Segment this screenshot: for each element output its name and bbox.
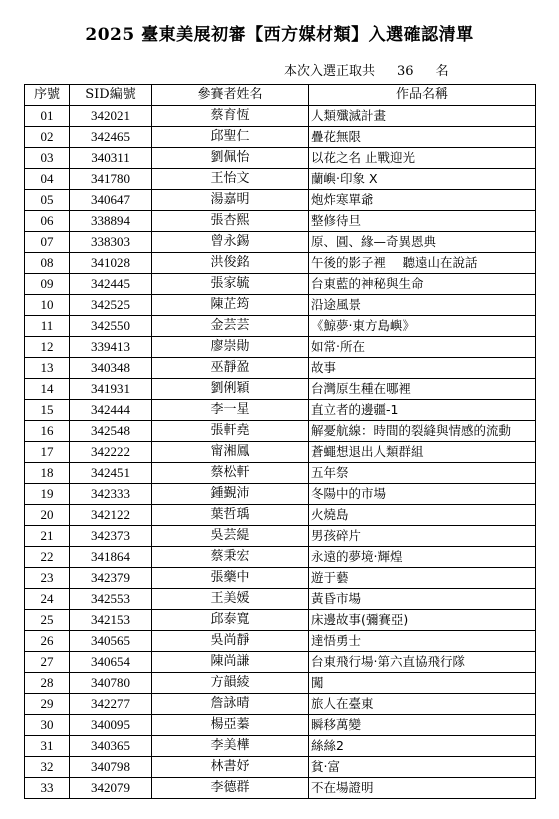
row-participant-name: 洪俊銘 <box>152 253 309 274</box>
row-number: 21 <box>25 526 70 547</box>
page-title: 2025 臺東美展初審【西方媒材類】入選確認清單 <box>85 25 474 45</box>
row-number: 13 <box>25 358 70 379</box>
table-row <box>25 526 536 547</box>
row-work-title: 原、圓、緣—奇異恩典 <box>309 232 536 253</box>
row-participant-name: 張家毓 <box>152 274 309 295</box>
table-row <box>25 232 536 253</box>
row-sid: 342153 <box>70 610 152 631</box>
row-work-title: 瞬移萬變 <box>309 715 536 736</box>
row-number: 08 <box>25 253 70 274</box>
row-work-title: 遊于藝 <box>309 568 536 589</box>
row-participant-name: 劉佩怡 <box>152 148 309 169</box>
row-work-title: 達悟勇士 <box>309 631 536 652</box>
row-work-title: 闖 <box>309 673 536 694</box>
row-number: 26 <box>25 631 70 652</box>
row-number: 27 <box>25 652 70 673</box>
summary-label: 本次入選正取共 <box>284 64 376 79</box>
row-sid: 338894 <box>70 211 152 232</box>
row-sid: 339413 <box>70 337 152 358</box>
table-row <box>25 610 536 631</box>
row-sid: 342379 <box>70 568 152 589</box>
table-row <box>25 253 536 274</box>
row-sid: 342451 <box>70 463 152 484</box>
table-row <box>25 736 536 757</box>
row-participant-name: 蔡秉宏 <box>152 547 309 568</box>
row-participant-name: 蔡育恆 <box>152 106 309 127</box>
row-participant-name: 甯湘鳳 <box>152 442 309 463</box>
row-sid: 342445 <box>70 274 152 295</box>
row-participant-name: 陳尚謙 <box>152 652 309 673</box>
row-sid: 340780 <box>70 673 152 694</box>
row-number: 18 <box>25 463 70 484</box>
row-number: 33 <box>25 778 70 799</box>
table-row <box>25 421 536 442</box>
row-sid: 342122 <box>70 505 152 526</box>
table-row <box>25 316 536 337</box>
row-work-title: 旅人在臺東 <box>309 694 536 715</box>
table-row <box>25 715 536 736</box>
row-sid: 340365 <box>70 736 152 757</box>
row-number: 17 <box>25 442 70 463</box>
row-number: 02 <box>25 127 70 148</box>
table-row <box>25 778 536 799</box>
row-work-title: 解憂航線：時間的裂縫與情感的流動 <box>309 421 536 442</box>
row-sid: 342525 <box>70 295 152 316</box>
row-number: 22 <box>25 547 70 568</box>
table-row <box>25 400 536 421</box>
row-sid: 342548 <box>70 421 152 442</box>
row-participant-name: 蔡松軒 <box>152 463 309 484</box>
header-participant-name: 參賽者姓名 <box>152 85 309 106</box>
table-row <box>25 106 536 127</box>
table-row <box>25 547 536 568</box>
row-work-title: 貧‧富 <box>309 757 536 778</box>
row-work-title: 午後的影子裡 聽遠山在說話 <box>309 253 536 274</box>
row-sid: 341780 <box>70 169 152 190</box>
table-row <box>25 484 536 505</box>
row-sid: 340565 <box>70 631 152 652</box>
row-work-title: 以花之名 止戰迎光 <box>309 148 536 169</box>
table-row <box>25 358 536 379</box>
row-number: 07 <box>25 232 70 253</box>
selection-table <box>24 84 536 799</box>
row-number: 24 <box>25 589 70 610</box>
row-participant-name: 邱泰寬 <box>152 610 309 631</box>
row-work-title: 五年祭 <box>309 463 536 484</box>
row-number: 11 <box>25 316 70 337</box>
table-row <box>25 631 536 652</box>
row-work-title: 永遠的夢境‧輝煌 <box>309 547 536 568</box>
table-row <box>25 379 536 400</box>
row-number: 19 <box>25 484 70 505</box>
count-unit: 名 <box>435 64 449 79</box>
row-sid: 342277 <box>70 694 152 715</box>
header-number: 序號 <box>25 85 70 106</box>
table-row <box>25 589 536 610</box>
table-row <box>25 694 536 715</box>
row-participant-name: 曾永錫 <box>152 232 309 253</box>
row-sid: 342553 <box>70 589 152 610</box>
row-sid: 341931 <box>70 379 152 400</box>
row-work-title: 台灣原生種在哪裡 <box>309 379 536 400</box>
row-participant-name: 楊亞蓁 <box>152 715 309 736</box>
row-number: 10 <box>25 295 70 316</box>
table-row <box>25 673 536 694</box>
table-row <box>25 568 536 589</box>
row-number: 29 <box>25 694 70 715</box>
row-participant-name: 廖崇勛 <box>152 337 309 358</box>
row-participant-name: 湯嘉明 <box>152 190 309 211</box>
row-sid: 340798 <box>70 757 152 778</box>
row-number: 12 <box>25 337 70 358</box>
row-number: 20 <box>25 505 70 526</box>
row-work-title: 男孩碎片 <box>309 526 536 547</box>
row-work-title: 絲絲2 <box>309 736 536 757</box>
row-work-title: 如常‧所在 <box>309 337 536 358</box>
row-participant-name: 張軒堯 <box>152 421 309 442</box>
row-sid: 342222 <box>70 442 152 463</box>
table-row <box>25 295 536 316</box>
row-number: 06 <box>25 211 70 232</box>
row-work-title: 床邊故事(彌賽亞) <box>309 610 536 631</box>
row-sid: 341028 <box>70 253 152 274</box>
row-sid: 338303 <box>70 232 152 253</box>
row-sid: 340311 <box>70 148 152 169</box>
row-participant-name: 陳芷筠 <box>152 295 309 316</box>
row-sid: 342079 <box>70 778 152 799</box>
row-participant-name: 劉俐穎 <box>152 379 309 400</box>
row-number: 25 <box>25 610 70 631</box>
row-sid: 342021 <box>70 106 152 127</box>
row-sid: 340348 <box>70 358 152 379</box>
row-participant-name: 吳尚靜 <box>152 631 309 652</box>
row-participant-name: 方韻綾 <box>152 673 309 694</box>
row-number: 30 <box>25 715 70 736</box>
row-sid: 342333 <box>70 484 152 505</box>
table-row <box>25 463 536 484</box>
row-work-title: 台東藍的神秘與生命 <box>309 274 536 295</box>
row-number: 05 <box>25 190 70 211</box>
row-sid: 340095 <box>70 715 152 736</box>
row-participant-name: 張杏熙 <box>152 211 309 232</box>
row-number: 04 <box>25 169 70 190</box>
row-work-title: 台東飛行場‧第六直協飛行隊 <box>309 652 536 673</box>
row-sid: 342444 <box>70 400 152 421</box>
row-number: 28 <box>25 673 70 694</box>
row-participant-name: 邱聖仁 <box>152 127 309 148</box>
row-work-title: 《鯨夢‧東方島嶼》 <box>309 316 536 337</box>
row-number: 23 <box>25 568 70 589</box>
row-number: 16 <box>25 421 70 442</box>
table-row <box>25 757 536 778</box>
row-work-title: 直立者的邊疆-1 <box>309 400 536 421</box>
row-work-title: 沿途風景 <box>309 295 536 316</box>
row-participant-name: 巫靜盈 <box>152 358 309 379</box>
row-sid: 340647 <box>70 190 152 211</box>
row-work-title: 不在場證明 <box>309 778 536 799</box>
row-work-title: 冬陽中的市場 <box>309 484 536 505</box>
row-work-title: 蒼蠅想退出人類群組 <box>309 442 536 463</box>
table-row <box>25 148 536 169</box>
row-participant-name: 李一星 <box>152 400 309 421</box>
row-number: 01 <box>25 106 70 127</box>
table-row <box>25 127 536 148</box>
row-participant-name: 詹詠晴 <box>152 694 309 715</box>
row-work-title: 火燒島 <box>309 505 536 526</box>
table-row <box>25 505 536 526</box>
row-number: 09 <box>25 274 70 295</box>
row-number: 15 <box>25 400 70 421</box>
row-participant-name: 王美媛 <box>152 589 309 610</box>
selection-summary <box>284 60 449 79</box>
row-work-title: 人類殲滅計畫 <box>309 106 536 127</box>
row-participant-name: 鍾覲沛 <box>152 484 309 505</box>
row-number: 31 <box>25 736 70 757</box>
row-participant-name: 林書妤 <box>152 757 309 778</box>
row-sid: 342373 <box>70 526 152 547</box>
table-row <box>25 442 536 463</box>
row-participant-name: 金芸芸 <box>152 316 309 337</box>
row-number: 32 <box>25 757 70 778</box>
selection-count: 36 <box>397 64 414 79</box>
row-work-title: 故事 <box>309 358 536 379</box>
row-participant-name: 王怡文 <box>152 169 309 190</box>
row-participant-name: 張藥中 <box>152 568 309 589</box>
header-work-title: 作品名稱 <box>309 85 536 106</box>
row-participant-name: 李美樺 <box>152 736 309 757</box>
table-row <box>25 190 536 211</box>
table-row <box>25 211 536 232</box>
row-participant-name: 吳芸緹 <box>152 526 309 547</box>
row-participant-name: 李德群 <box>152 778 309 799</box>
table-header-row <box>25 85 536 106</box>
row-sid: 341864 <box>70 547 152 568</box>
row-sid: 340654 <box>70 652 152 673</box>
table-row <box>25 169 536 190</box>
row-sid: 342550 <box>70 316 152 337</box>
row-number: 03 <box>25 148 70 169</box>
row-participant-name: 葉哲瑀 <box>152 505 309 526</box>
table-row <box>25 337 536 358</box>
row-number: 14 <box>25 379 70 400</box>
table-row <box>25 274 536 295</box>
row-work-title: 蘭嶼‧印象 X <box>309 169 536 190</box>
header-sid: SID編號 <box>70 85 152 106</box>
row-work-title: 黃昏市場 <box>309 589 536 610</box>
row-work-title: 炮炸寒單爺 <box>309 190 536 211</box>
row-sid: 342465 <box>70 127 152 148</box>
row-work-title: 整修待旦 <box>309 211 536 232</box>
table-row <box>25 652 536 673</box>
table-body <box>25 106 536 799</box>
row-work-title: 疊花無限 <box>309 127 536 148</box>
